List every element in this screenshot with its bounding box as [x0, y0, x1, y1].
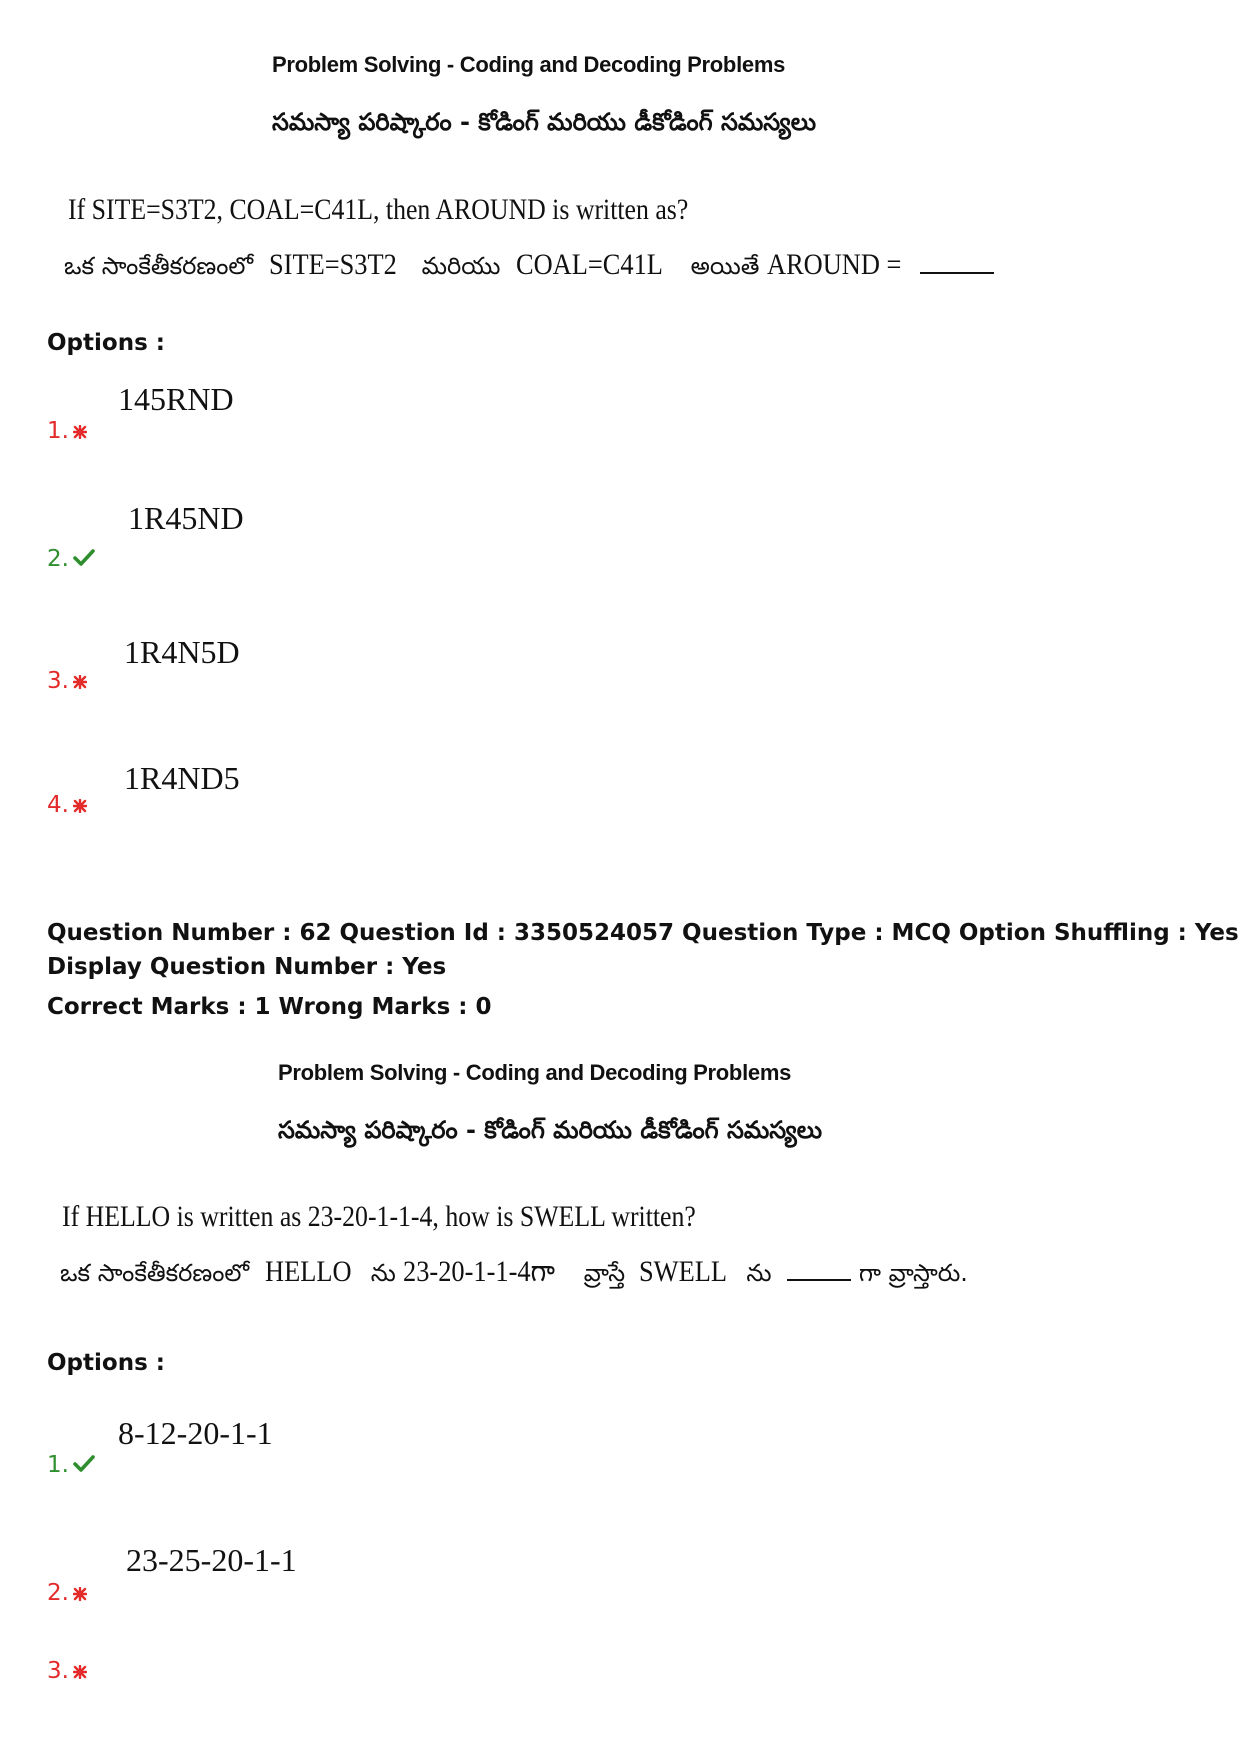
question-te-word2: SWELL	[638, 1255, 727, 1288]
question-text-te	[60, 1255, 968, 1296]
option-number-text: 2.	[47, 1580, 69, 1606]
section-title-en: Problem Solving - Coding and Decoding Problems	[272, 52, 786, 77]
question-te-nu2: ను	[746, 1259, 772, 1287]
cross-icon	[73, 1581, 87, 1607]
question-te-then: అయితే	[690, 252, 760, 280]
option-value: 1R4N5D	[124, 634, 240, 670]
section-title-te: సమస్యా పరిష్కారం - కోడింగ్ మరియు డీకోడింగ్ సమస్యలు	[278, 1116, 823, 1144]
question-text-en: If SITE=S3T2, COAL=C41L, then AROUND is written as?	[68, 193, 689, 226]
option-value: 1R4ND5	[124, 760, 240, 796]
question-te-code1: SITE=S3T2	[268, 248, 397, 281]
question-te-and: మరియు	[421, 252, 501, 280]
cross-icon	[73, 793, 87, 819]
options-label: Options :	[47, 330, 165, 356]
option-number	[47, 1658, 87, 1685]
cross-icon	[73, 669, 87, 695]
option-number	[47, 546, 95, 573]
question-meta	[47, 916, 1239, 1024]
question-te-nu1: ను	[370, 1259, 396, 1287]
option-number-text: 1.	[47, 418, 69, 444]
option-number-text: 4.	[47, 792, 69, 818]
option-value: 1R45ND	[128, 500, 244, 536]
question-te-word: AROUND =	[767, 248, 902, 281]
meta-line3: Correct Marks : 1 Wrong Marks : 0	[47, 994, 492, 1020]
option-number-text: 3.	[47, 668, 69, 694]
meta-line1: Question Number : 62 Question Id : 3350524057 Question Type : MCQ Option Shuffling : Yes	[47, 920, 1239, 946]
question-te-code2: COAL=C41L	[516, 248, 663, 281]
question-te-end: గా వ్రాస్తారు.	[858, 1259, 968, 1287]
question-te-prefix: ఒక సాంకేతీకరణంలో	[60, 1259, 250, 1287]
option-value: 8-12-20-1-1	[118, 1415, 273, 1451]
option-number	[47, 1580, 87, 1607]
option-number-text: 2.	[47, 546, 69, 572]
cross-icon	[73, 419, 87, 445]
question-te-prefix: ఒక సాంకేతీకరణంలో	[64, 252, 254, 280]
option-number-text: 3.	[47, 1658, 69, 1684]
answer-blank	[920, 248, 994, 274]
question-text-en: If HELLO is written as 23-20-1-1-4, how is SWELL written?	[62, 1200, 696, 1233]
option-number	[47, 792, 87, 819]
meta-line2: Display Question Number : Yes	[47, 954, 447, 980]
option-number-text: 1.	[47, 1452, 69, 1478]
option-value: 145RND	[118, 381, 234, 417]
options-label: Options :	[47, 1350, 165, 1376]
section-title-en: Problem Solving - Coding and Decoding Problems	[278, 1060, 792, 1085]
question-te-word1: HELLO	[264, 1255, 352, 1288]
check-icon	[73, 1453, 95, 1479]
option-number	[47, 418, 87, 445]
check-icon	[73, 547, 95, 573]
option-number	[47, 668, 87, 695]
option-value: 23-25-20-1-1	[126, 1542, 297, 1578]
option-number	[47, 1452, 95, 1479]
question-te-code: 23-20-1-1-4గా	[403, 1255, 556, 1288]
answer-blank	[787, 1255, 851, 1281]
section-title-te: సమస్యా పరిష్కారం - కోడింగ్ మరియు డీకోడింగ్ సమస్యలు	[272, 108, 817, 136]
cross-icon	[73, 1659, 87, 1685]
question-te-write: వ్రాస్తే	[583, 1259, 626, 1287]
question-text-te	[64, 248, 994, 286]
